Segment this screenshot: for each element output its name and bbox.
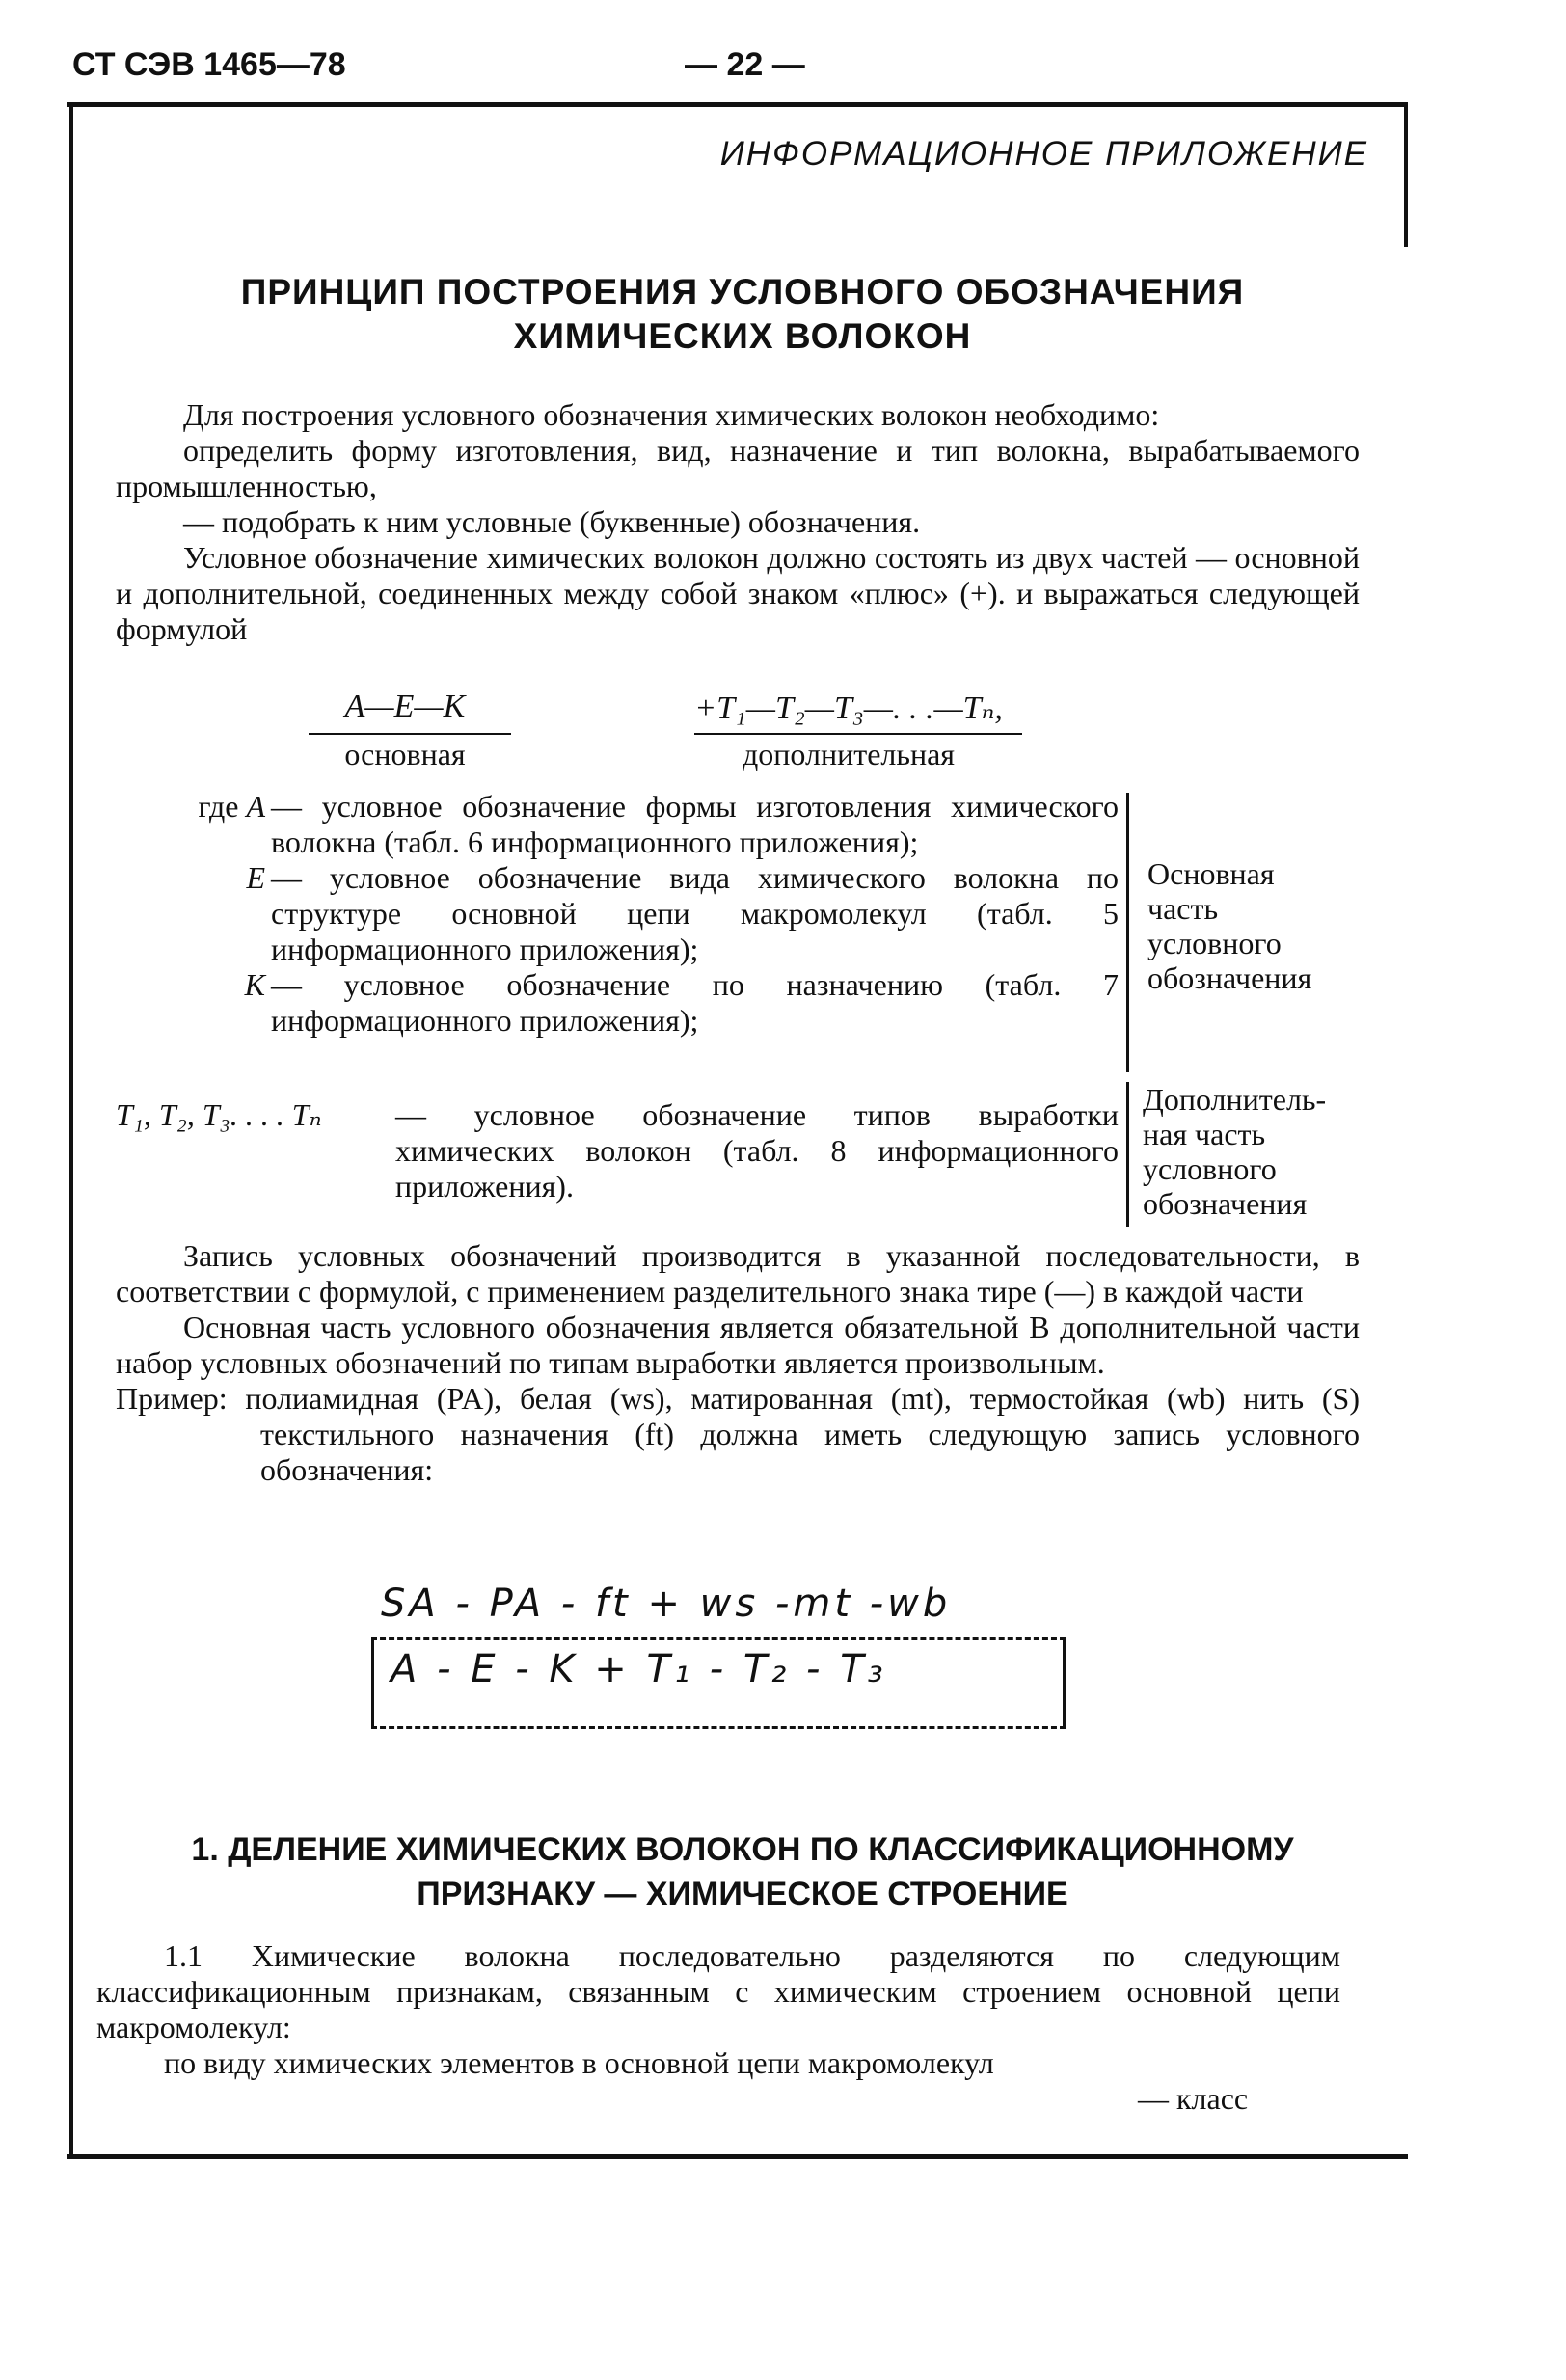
definition-a-text: — условное обозначение формы изготовления химического волокна (табл. 6 информационного приложения); (271, 789, 1119, 859)
intro-block (116, 397, 1360, 647)
formula-main-rule (309, 733, 511, 735)
rules-paragraph-2: Основная часть условного обозначения является обязательной В дополнительной части набор условных обозначений по типам выработки является произвольным. (116, 1310, 1360, 1380)
scheme-bottom-dash (371, 1726, 1066, 1729)
rules-block (116, 1238, 1360, 1488)
example-scheme-letters: A - E - K + T₁ - T₂ - T₃ (391, 1647, 887, 1691)
intro-paragraph-4: Условное обозначение химических волокон должно состоять из двух частей — основной и дополнительной, соединенных между собой знаком «плюс» (+). и выражаться следующей формулой (116, 540, 1360, 646)
scheme-right-edge (1063, 1637, 1066, 1729)
intro-paragraph-3: — подобрать к ним условные (буквенные) обозначения. (183, 504, 921, 539)
definition-k-text: — условное обозначение по назначению (табл. 7 информационного приложения); (271, 967, 1119, 1038)
main-part-brace (1126, 793, 1129, 1072)
section-1-title-line-2: ПРИЗНАКУ — ХИМИЧЕСКОЕ СТРОЕНИЕ (417, 1876, 1068, 1912)
formula-extra-label: дополнительная (742, 737, 955, 771)
frame-top-rule (68, 102, 1408, 107)
section-1-title-line-1: 1. ДЕЛЕНИЕ ХИМИЧЕСКИХ ВОЛОКОН ПО КЛАССИФИКАЦИОННОМУ (191, 1831, 1294, 1868)
symbol-t: T₁, T₂, T₃. . . . Tₙ (116, 1097, 322, 1132)
rules-paragraph-1: Запись условных обозначений производится в указанной последовательности, в соответствии с формулой, с применением разделительного знака тире (—) в каждой части (116, 1238, 1360, 1309)
title-line-1: ПРИНЦИП ПОСТРОЕНИЯ УСЛОВНОГО ОБОЗНАЧЕНИЯ (240, 272, 1245, 311)
page-number: — 22 — (685, 46, 805, 83)
formula-main-label: основная (344, 737, 466, 771)
symbol-k: K (244, 967, 265, 1002)
symbol-a: A (246, 789, 265, 824)
title-line-2: ХИМИЧЕСКИХ ВОЛОКОН (513, 316, 972, 356)
example-codes: SA - PA - ft + ws -mt -wb (381, 1582, 952, 1626)
frame-left-rule (69, 102, 73, 2156)
definition-t (116, 1097, 1119, 1204)
intro-paragraph-1: Для построения условного обозначения химических волокон необходимо: (183, 397, 1160, 432)
frame-bottom-rule (68, 2154, 1408, 2159)
frame-right-rule (1404, 102, 1408, 247)
section-1-class-label: — класс (1138, 2081, 1249, 2116)
formula (299, 689, 1090, 785)
standard-number: СТ СЭВ 1465—78 (72, 46, 346, 83)
definition-a (116, 789, 1138, 860)
definition-t-text: — условное обозначение типов выработки химических волокон (табл. 8 информационного приложения). (395, 1097, 1119, 1204)
section-1-paragraph-1: 1.1 Химические волокна последовательно разделяются по следующим классификационным признакам, связанным с химическим строением основной цепи макромолекул: (96, 1938, 1340, 2044)
definition-k (116, 967, 1138, 1039)
main-part-note: Основная часть условного обозначения (1148, 856, 1312, 995)
rules-example: Пример: полиамидная (PA), белая (ws), матированная (mt), термостойкая (wb) нить (S) текстильного назначения (ft) должна иметь следующую запись условного обозначения: (116, 1381, 1360, 1487)
definition-e (116, 860, 1138, 967)
intro-paragraph-2: определить форму изготовления, вид, назначение и тип волокна, вырабатываемого промышленностью, (116, 433, 1360, 503)
formula-main: A—E—K (344, 689, 466, 724)
definition-e-text: — условное обозначение вида химического волокна по структуре основной цепи макромолекул (табл. 5 информационного приложения); (271, 860, 1119, 966)
scheme-left-edge (371, 1637, 374, 1729)
where-word: где (198, 789, 239, 824)
appendix-label: ИНФОРМАЦИОННОЕ ПРИЛОЖЕНИЕ (719, 135, 1368, 173)
extra-part-note: Дополнитель- ная часть условного обозначения (1143, 1082, 1327, 1221)
symbol-e: E (246, 860, 265, 895)
example-scheme (371, 1582, 1066, 1731)
definitions (116, 789, 1138, 1039)
formula-extra-rule (694, 733, 1022, 735)
section-1-paragraph-2: по виду химических элементов в основной цепи макромолекул (164, 2045, 994, 2080)
scheme-top-dash (371, 1637, 1066, 1640)
formula-extra: +T₁—T₂—T₃—. . .—Tₙ, (694, 690, 1003, 726)
section-1-title (116, 1827, 1369, 1916)
section-1-text (96, 1938, 1340, 2081)
extra-part-brace (1126, 1082, 1129, 1227)
page-title (116, 270, 1369, 359)
